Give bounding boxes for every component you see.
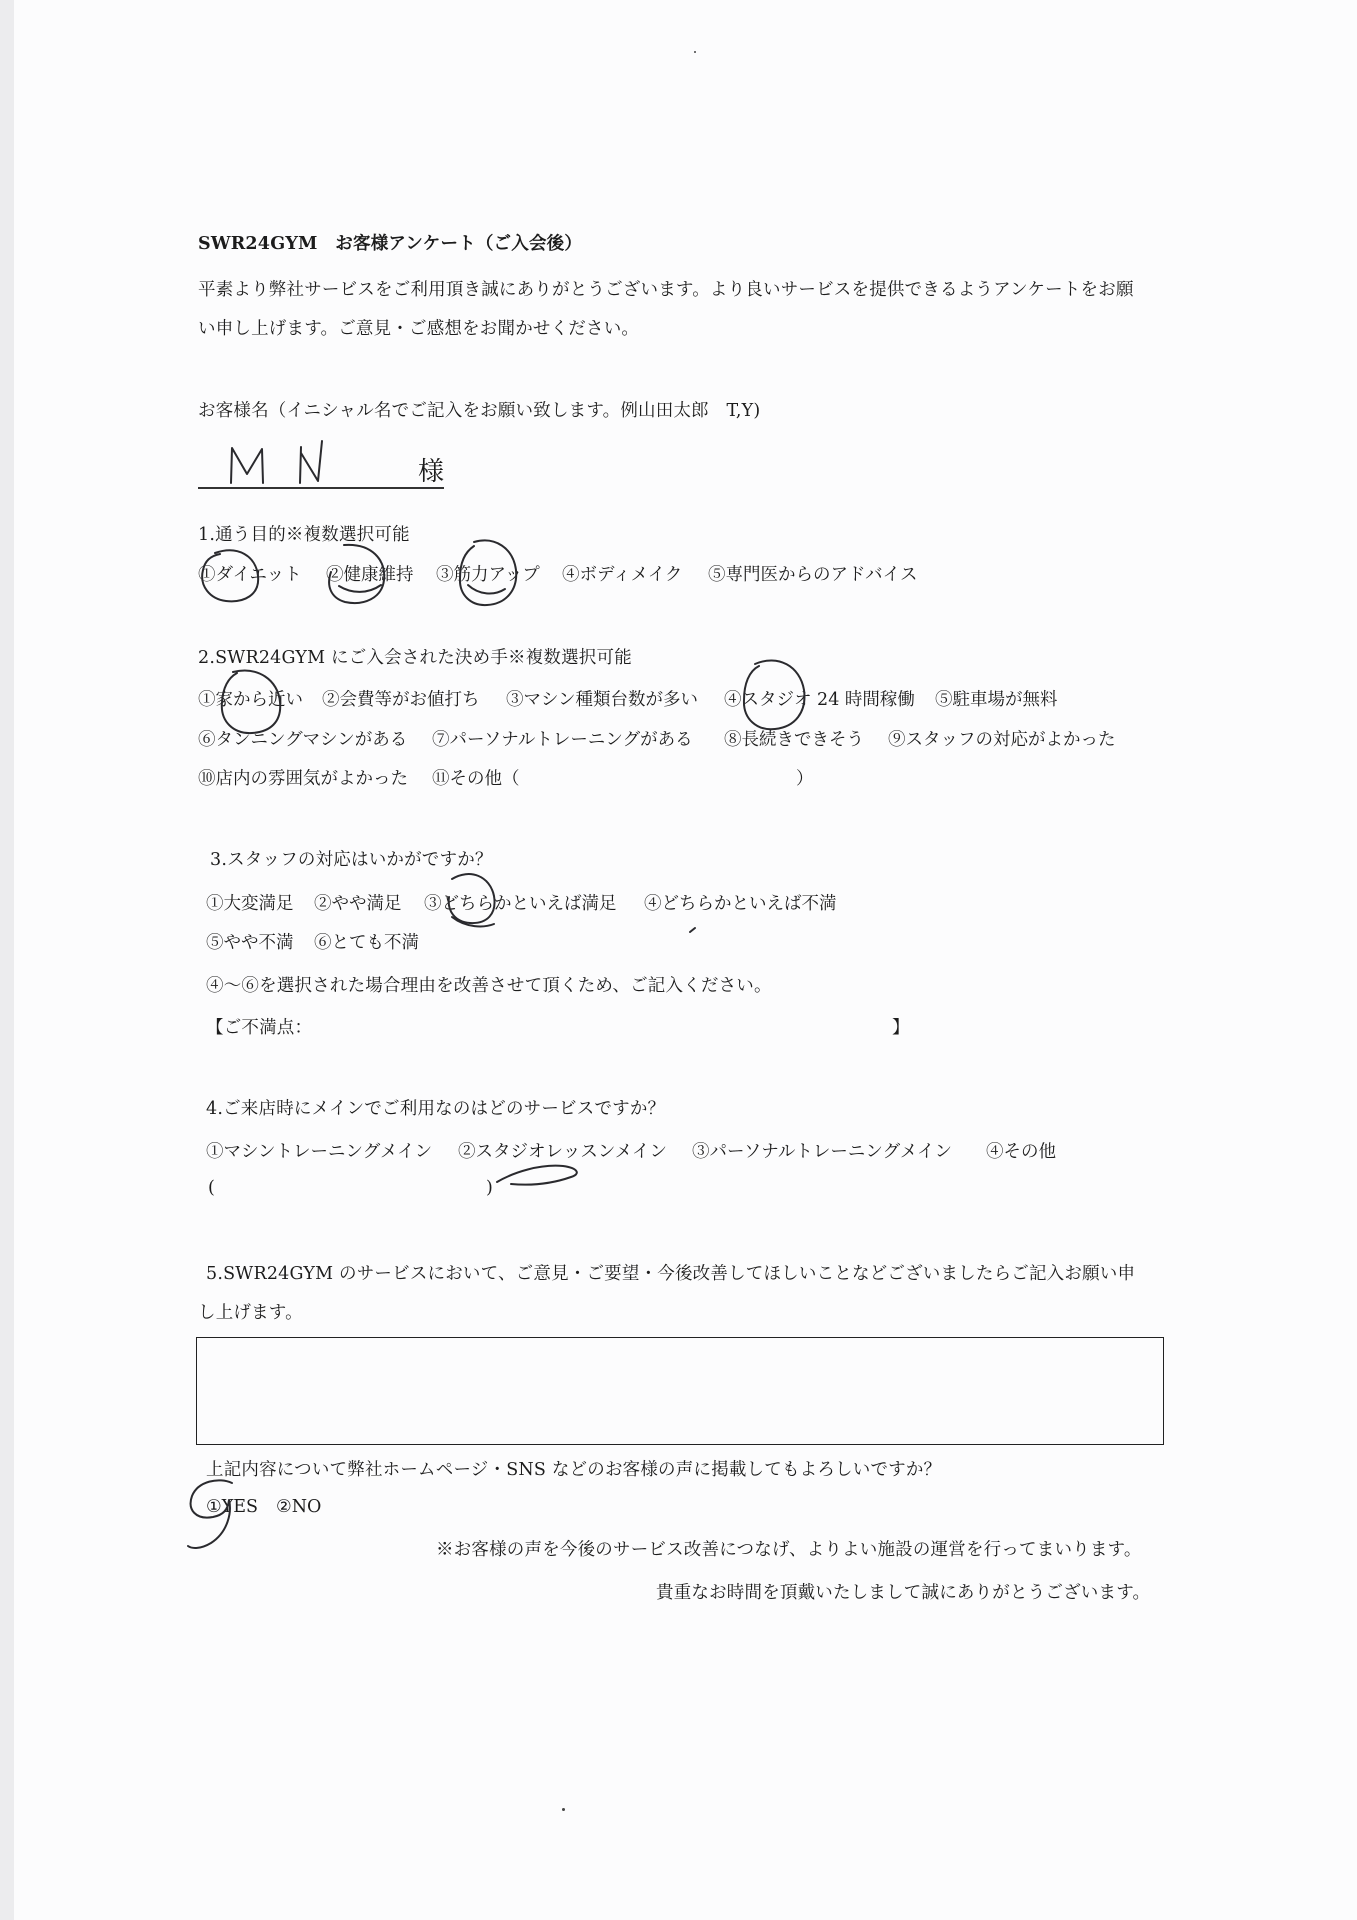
- intro-line-2: い申し上げます。ご意見・ご感想をお聞かせください。: [198, 319, 640, 339]
- q4-option-1[interactable]: ①マシントレーニングメイン: [206, 1142, 433, 1162]
- q2-option-10[interactable]: ⑩店内の雰囲気がよかった: [198, 769, 408, 789]
- q5-comment-box[interactable]: [196, 1337, 1164, 1445]
- q2-option-6[interactable]: ⑥タンニングマシンがある: [198, 730, 408, 750]
- q2-option-8[interactable]: ⑧長続きできそう: [724, 730, 864, 750]
- scan-edge: [0, 0, 14, 1920]
- q5-heading-line-1: 5.SWR24GYM のサービスにおいて、ご意見・ご要望・今後改善してほしいことなどございましたらご記入お願い申: [206, 1264, 1136, 1284]
- q4-option-4[interactable]: ④その他: [986, 1142, 1056, 1162]
- q3-option-5[interactable]: ⑤やや不満: [206, 933, 294, 953]
- q3-option-3[interactable]: ③どちらかといえば満足: [424, 894, 617, 914]
- q3-option-2[interactable]: ②やや満足: [314, 894, 402, 914]
- q4-other-open: (: [208, 1178, 216, 1198]
- q4-other-close: ): [486, 1178, 494, 1198]
- q3-complaint-close: 】: [892, 1018, 910, 1038]
- q3-complaint-open: 【ご不満点：: [206, 1018, 313, 1038]
- customer-name-suffix: 様: [418, 457, 445, 487]
- customer-name-line: [198, 487, 444, 489]
- q1-option-1[interactable]: ①ダイエット: [198, 565, 302, 585]
- survey-title: SWR24GYM お客様アンケート（ご入会後）: [198, 234, 583, 254]
- intro-line-1: 平素より弊社サービスをご利用頂き誠にありがとうございます。より良いサービスを提供できるようアンケートをお願: [198, 280, 1134, 300]
- q3-option-1[interactable]: ①大変満足: [206, 894, 294, 914]
- q4-option-3[interactable]: ③パーソナルトレーニングメイン: [692, 1142, 953, 1162]
- q2-option-2[interactable]: ②会費等がお値打ち: [322, 690, 480, 710]
- q5-heading-line-2: し上げます。: [198, 1303, 303, 1323]
- q2-option-4[interactable]: ④スタジオ 24 時間稼働: [724, 690, 915, 710]
- q2-option-7[interactable]: ⑦パーソナルトレーニングがある: [432, 730, 693, 750]
- q2-option-9[interactable]: ⑨スタッフの対応がよかった: [888, 730, 1116, 750]
- q2-heading: 2.SWR24GYM にご入会された決め手※複数選択可能: [198, 648, 632, 668]
- q2-option-1[interactable]: ①家から近い: [198, 690, 303, 710]
- q1-option-4[interactable]: ④ボディメイク: [562, 565, 683, 585]
- q1-option-3[interactable]: ③筋力アップ: [436, 565, 540, 585]
- q4-heading: 4.ご来店時にメインでご利用なのはどのサービスですか？: [206, 1099, 666, 1119]
- q1-option-5[interactable]: ⑤専門医からのアドバイス: [708, 565, 918, 585]
- consent-question: 上記内容について弊社ホームページ・SNS などのお客様の声に掲載してもよろしいですか？: [206, 1460, 942, 1480]
- customer-name-label: お客様名（イニシャル名でご記入をお願い致します。例山田太郎 T,Y): [198, 401, 761, 421]
- scan-speck: [562, 1808, 565, 1811]
- q3-note: ④～⑥を選択された場合理由を改善させて頂くため、ご記入ください。: [206, 976, 772, 996]
- q1-option-2[interactable]: ②健康維持: [326, 565, 414, 585]
- q3-heading: 3.スタッフの対応はいかがですか？: [210, 850, 493, 870]
- q2-option-11[interactable]: ⑪その他（: [432, 769, 520, 789]
- q4-option-2[interactable]: ②スタジオレッスンメイン: [458, 1142, 667, 1162]
- q3-option-6[interactable]: ⑥とても不満: [314, 933, 419, 953]
- consent-yes[interactable]: ①YES: [206, 1497, 259, 1517]
- footer-line-2: 貴重なお時間を頂戴いたしまして誠にありがとうございます。: [656, 1583, 1151, 1603]
- scan-speck: [694, 51, 696, 53]
- q2-other-close: ）: [796, 769, 814, 789]
- q2-option-5[interactable]: ⑤駐車場が無料: [935, 690, 1058, 710]
- footer-line-1: ※お客様の声を今後のサービス改善につなげ、よりよい施設の運営を行ってまいります。: [436, 1540, 1142, 1560]
- q2-option-3[interactable]: ③マシン種類台数が多い: [506, 690, 699, 710]
- consent-no[interactable]: ②NO: [276, 1497, 322, 1517]
- q3-option-4[interactable]: ④どちらかといえば不満: [644, 894, 837, 914]
- q1-heading: 1.通う目的※複数選択可能: [198, 525, 410, 545]
